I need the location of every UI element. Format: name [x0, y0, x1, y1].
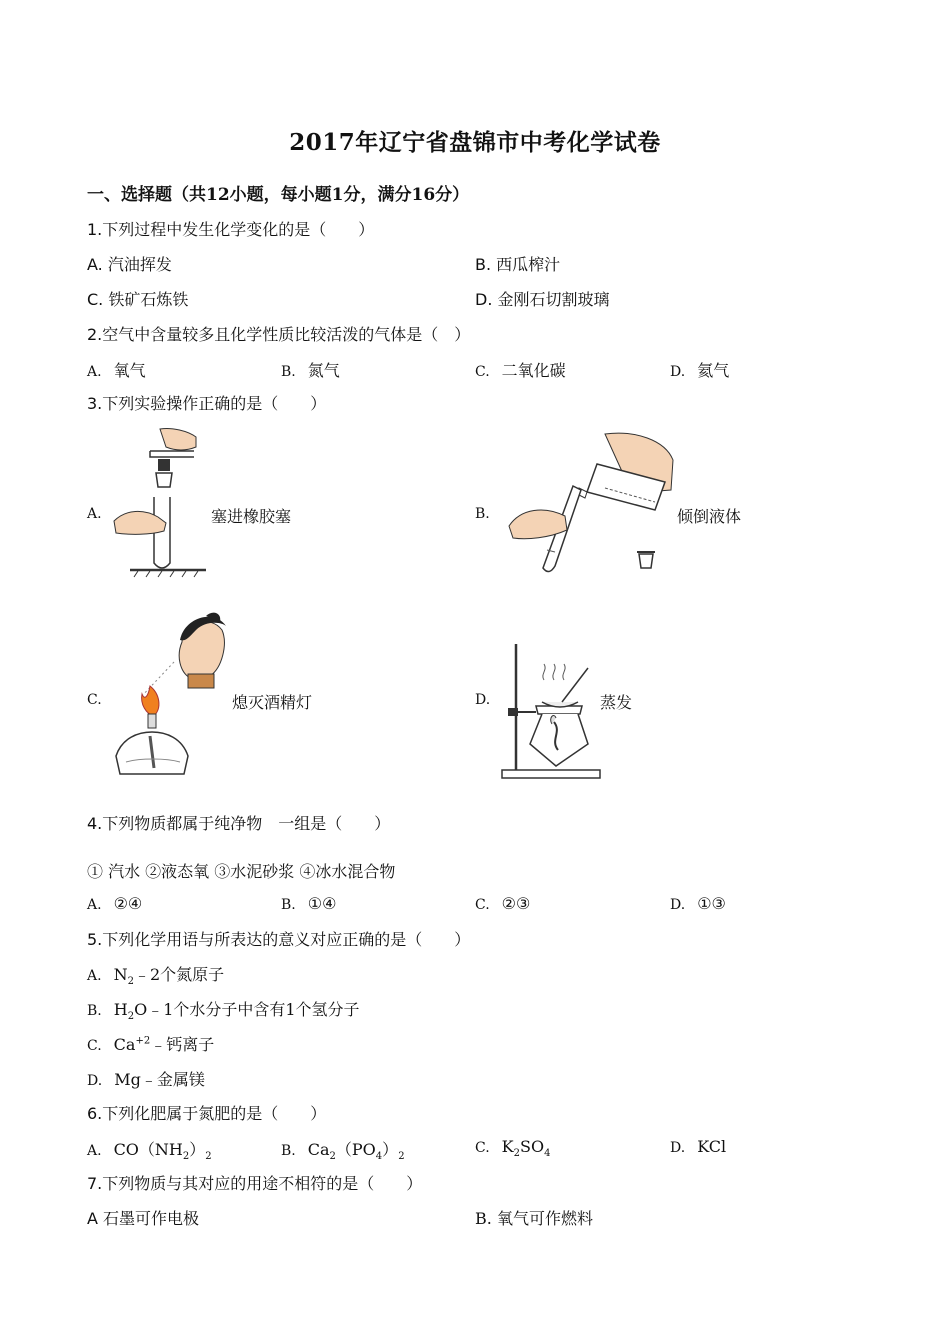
option-letter: B. [87, 1003, 102, 1019]
formula-part: SO [520, 1137, 545, 1156]
question-text: 下列物质都属于纯净物 一组是（ ） [102, 814, 391, 833]
q7-option-a [87, 1206, 199, 1229]
formula-part: CO（NH [113, 1140, 183, 1159]
formula-subscript: 4 [375, 1151, 383, 1163]
option-text: ②③ [501, 894, 531, 913]
option-letter: C. [475, 364, 490, 380]
q1-option-d [475, 287, 610, 310]
question-number: 6. [87, 1104, 103, 1123]
formula-subscript: 2 [127, 976, 134, 988]
q4-option-c [475, 894, 530, 913]
formula-part: ） [382, 1140, 399, 1159]
formula-part: （PO [335, 1140, 376, 1159]
option-letter: D. [87, 1073, 103, 1089]
q3-option-b-letter: B. [475, 506, 490, 522]
option-letter: B. [281, 897, 296, 913]
stopper-test-tube-illustration [110, 425, 210, 575]
formula-subscript: 2 [127, 1011, 135, 1023]
question-number: 7. [87, 1174, 103, 1193]
formula-subscript: 2 [513, 1148, 520, 1160]
question-4 [87, 811, 390, 834]
option-letter: D. [670, 897, 686, 913]
option-text: 金刚石切割玻璃 [497, 290, 610, 309]
question-2 [87, 322, 470, 345]
option-letter: C. [475, 897, 490, 913]
option-text: ①③ [697, 894, 726, 913]
option-text: 氧气可作燃料 [496, 1209, 593, 1228]
option-text: Mg﹣金属镁 [114, 1070, 205, 1089]
pouring-liquid-illustration [505, 430, 675, 575]
option-text: 氦气 [697, 361, 730, 380]
option-letter: D. [475, 290, 493, 309]
q6-option-b [281, 1137, 405, 1162]
formula-subscript: 2 [205, 1151, 212, 1163]
question-number: 5. [87, 930, 103, 949]
alcohol-lamp-blowing-illustration [110, 612, 230, 780]
q3-option-b-caption: 倾倒液体 [677, 507, 742, 526]
formula-subscript: 2 [398, 1151, 405, 1163]
option-text: ②④ [113, 894, 143, 913]
formula-subscript: 4 [544, 1148, 551, 1160]
q5-option-a [87, 962, 224, 987]
formula-part: H [113, 1000, 128, 1019]
question-number: 2. [87, 325, 103, 344]
formula-part: K [501, 1137, 514, 1156]
q4-option-b [281, 894, 336, 913]
question-3 [87, 391, 326, 414]
option-text: 氧气 [113, 361, 146, 380]
q2-option-d [670, 358, 729, 381]
q4-option-d [670, 894, 726, 913]
option-text: O﹣1个水分子中含有1个氢分子 [134, 1000, 360, 1019]
option-letter: B. [475, 255, 492, 274]
q1-option-a [87, 252, 172, 275]
page-title: 2017年辽宁省盘锦市中考化学试卷 [289, 129, 661, 156]
option-text: ﹣2个氮原子 [133, 965, 225, 984]
formula-subscript: 2 [329, 1151, 336, 1163]
q6-option-d [670, 1137, 726, 1156]
q5-option-c [87, 1032, 214, 1055]
question-text: 下列过程中发生化学变化的是（ ） [102, 220, 375, 239]
question-5 [87, 927, 470, 950]
q3-option-c-letter: C. [87, 692, 102, 708]
q3-option-a-caption: 塞进橡胶塞 [211, 507, 292, 526]
option-letter: A. [87, 968, 102, 984]
question-number: 3. [87, 394, 103, 413]
formula-part: Ca [307, 1140, 330, 1159]
option-letter: C. [475, 1140, 490, 1156]
q3-option-c-caption: 熄灭酒精灯 [232, 693, 313, 712]
formula-part: Ca [113, 1035, 136, 1054]
q2-option-b [281, 358, 340, 381]
q1-option-b [475, 252, 560, 275]
question-text: 下列化学用语与所表达的意义对应正确的是（ ） [102, 930, 471, 949]
option-text: 西瓜榨汁 [496, 255, 561, 274]
option-letter: B. [475, 1209, 492, 1228]
formula-superscript: +2 [135, 1035, 151, 1047]
q5-option-b [87, 997, 360, 1022]
option-letter: D. [670, 364, 686, 380]
question-text: 下列物质与其对应的用途不相符的是（ ） [102, 1174, 423, 1193]
option-text: ﹣钙离子 [150, 1035, 215, 1054]
q5-option-d [87, 1067, 205, 1090]
option-letter: B. [281, 1143, 296, 1159]
option-text: 石墨可作电极 [103, 1209, 200, 1228]
q4-option-a [87, 894, 142, 913]
option-letter: A. [87, 255, 103, 274]
q3-option-d-letter: D. [475, 692, 491, 708]
question-1 [87, 217, 374, 240]
q6-option-a [87, 1137, 212, 1162]
option-letter: C. [87, 1038, 102, 1054]
q3-option-d-caption: 蒸发 [600, 693, 633, 712]
q4-item-list: ① 汽水 ②液态氧 ③水泥砂浆 ④冰水混合物 [87, 862, 396, 881]
option-letter: A. [87, 1143, 102, 1159]
option-letter: C. [87, 290, 104, 309]
evaporation-apparatus-illustration [500, 640, 605, 780]
q7-option-b [475, 1206, 593, 1229]
question-text: 空气中含量较多且化学性质比较活泼的气体是（ ） [102, 325, 471, 344]
question-number: 4. [87, 814, 103, 833]
question-text: 下列实验操作正确的是（ ） [102, 394, 327, 413]
option-text: 氮气 [307, 361, 340, 380]
option-text: ①④ [307, 894, 337, 913]
question-text: 下列化肥属于氮肥的是（ ） [102, 1104, 327, 1123]
formula-subscript: 2 [182, 1151, 190, 1163]
option-letter: A. [87, 897, 102, 913]
option-letter: B. [281, 364, 296, 380]
q6-option-c [475, 1137, 550, 1159]
option-text: KCl [697, 1137, 727, 1156]
option-letter: A [87, 1209, 98, 1228]
option-text: 二氧化碳 [501, 361, 566, 380]
question-number: 1. [87, 220, 103, 239]
formula-part: N [113, 965, 128, 984]
question-7 [87, 1171, 422, 1194]
formula-part: ） [189, 1140, 206, 1159]
option-text: 汽油挥发 [107, 255, 172, 274]
option-letter: D. [670, 1140, 686, 1156]
option-text: 铁矿石炼铁 [108, 290, 189, 309]
q3-option-a-letter: A. [87, 506, 102, 522]
section-heading: 一、选择题（共12小题，每小题1分，满分16分） [87, 185, 470, 205]
q2-option-c [475, 358, 566, 381]
q2-option-a [87, 358, 146, 381]
q1-option-c [87, 287, 188, 310]
question-6 [87, 1101, 326, 1124]
option-letter: A. [87, 364, 102, 380]
